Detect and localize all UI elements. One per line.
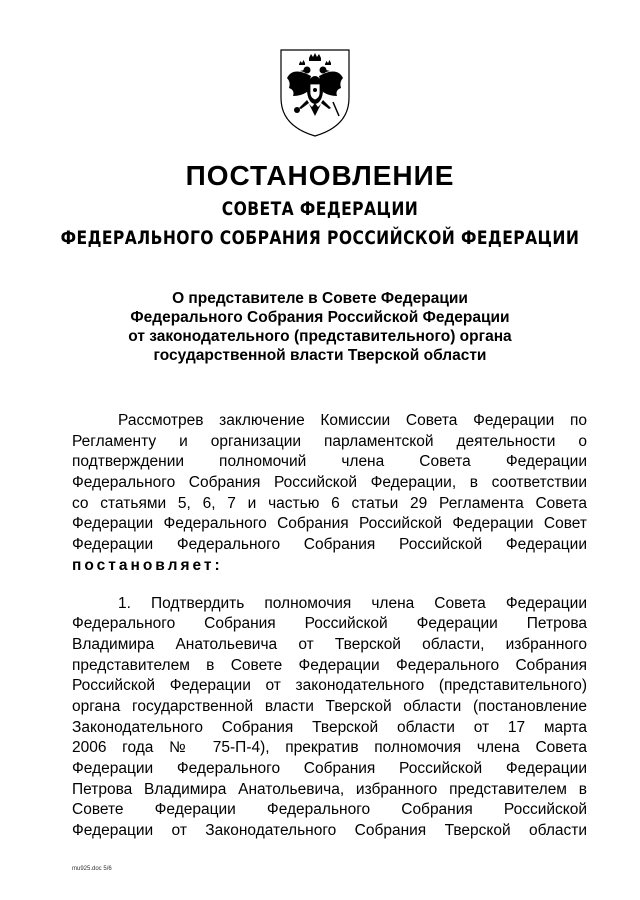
document-heading xyxy=(0,289,640,365)
paragraph-line: Владимира Анатольевича от Тверской области, избранного xyxy=(72,635,587,653)
heading-line: от законодательного (представительного) органа xyxy=(128,328,512,345)
paragraph-line: Федерации Федерального Собрания Российской Федерации xyxy=(72,760,587,777)
paragraph-line: Федерации от Законодательного Собрания Тверской области xyxy=(72,822,587,840)
paragraph-line: Российской Федерации от законодательного (представительного) xyxy=(72,677,587,695)
paragraph-line: Федерального Собрания Российской Федерации, в соответствии xyxy=(72,474,587,492)
heading-line: государственной власти Тверской области xyxy=(153,347,487,364)
paragraph-line: Петрова Владимира Анатольевича, избранного представителем в xyxy=(72,780,587,798)
paragraph-line: 2006 года № 75-П-4), прекратив полномочия члена Совета xyxy=(72,739,587,757)
paragraph-line: подтверждении полномочий члена Совета Федерации xyxy=(72,453,587,471)
paragraph-line: 1. Подтвердить полномочия члена Совета Федерации xyxy=(118,594,587,612)
resolves-word: постановляет: xyxy=(72,556,223,574)
paragraph-line: органа государственной власти Тверской области (постановление xyxy=(72,697,587,715)
paragraph-line: со статьями 5, 6, 7 и частью 6 статьи 29 Регламента Совета xyxy=(72,494,587,512)
heading-line: О представителе в Совете Федерации xyxy=(172,290,468,307)
paragraph-line: Регламенту и организации парламентской деятельности о xyxy=(72,432,587,450)
document-subtitle-line1: СОВЕТА ФЕДЕРАЦИИ xyxy=(221,198,419,220)
document-footer: mu925.doc 5/6 xyxy=(72,866,112,872)
paragraph-line: Федерального Собрания Российской Федерации Петрова xyxy=(72,615,587,633)
paragraph-line: Федерации Федерального Собрания Российской Федерации xyxy=(72,536,587,554)
document-subtitle-line2: ФЕДЕРАЛЬНОГО СОБРАНИЯ РОССИЙСКОЙ ФЕДЕРАЦИИ xyxy=(60,227,580,249)
paragraph-line: Законодательного Собрания Тверской области от 17 марта xyxy=(72,718,587,736)
paragraph-line: Рассмотрев заключение Комиссии Совета Федерации по xyxy=(118,412,587,429)
heading-line: Федерального Собрания Российской Федерации xyxy=(130,309,510,326)
document-title: ПОСТАНОВЛЕНИЕ xyxy=(185,160,455,191)
document-body xyxy=(72,411,587,842)
paragraph-line: представителем в Совете Федерации Федерального Собрания xyxy=(72,656,587,674)
paragraph-line: Совете Федерации Федерального Собрания Российской xyxy=(72,801,587,819)
russian-coat-of-arms-icon xyxy=(277,48,353,138)
paragraph-line: Федерации Федерального Собрания Российской Федерации Совет xyxy=(72,515,587,533)
paragraph-gap xyxy=(72,577,587,594)
